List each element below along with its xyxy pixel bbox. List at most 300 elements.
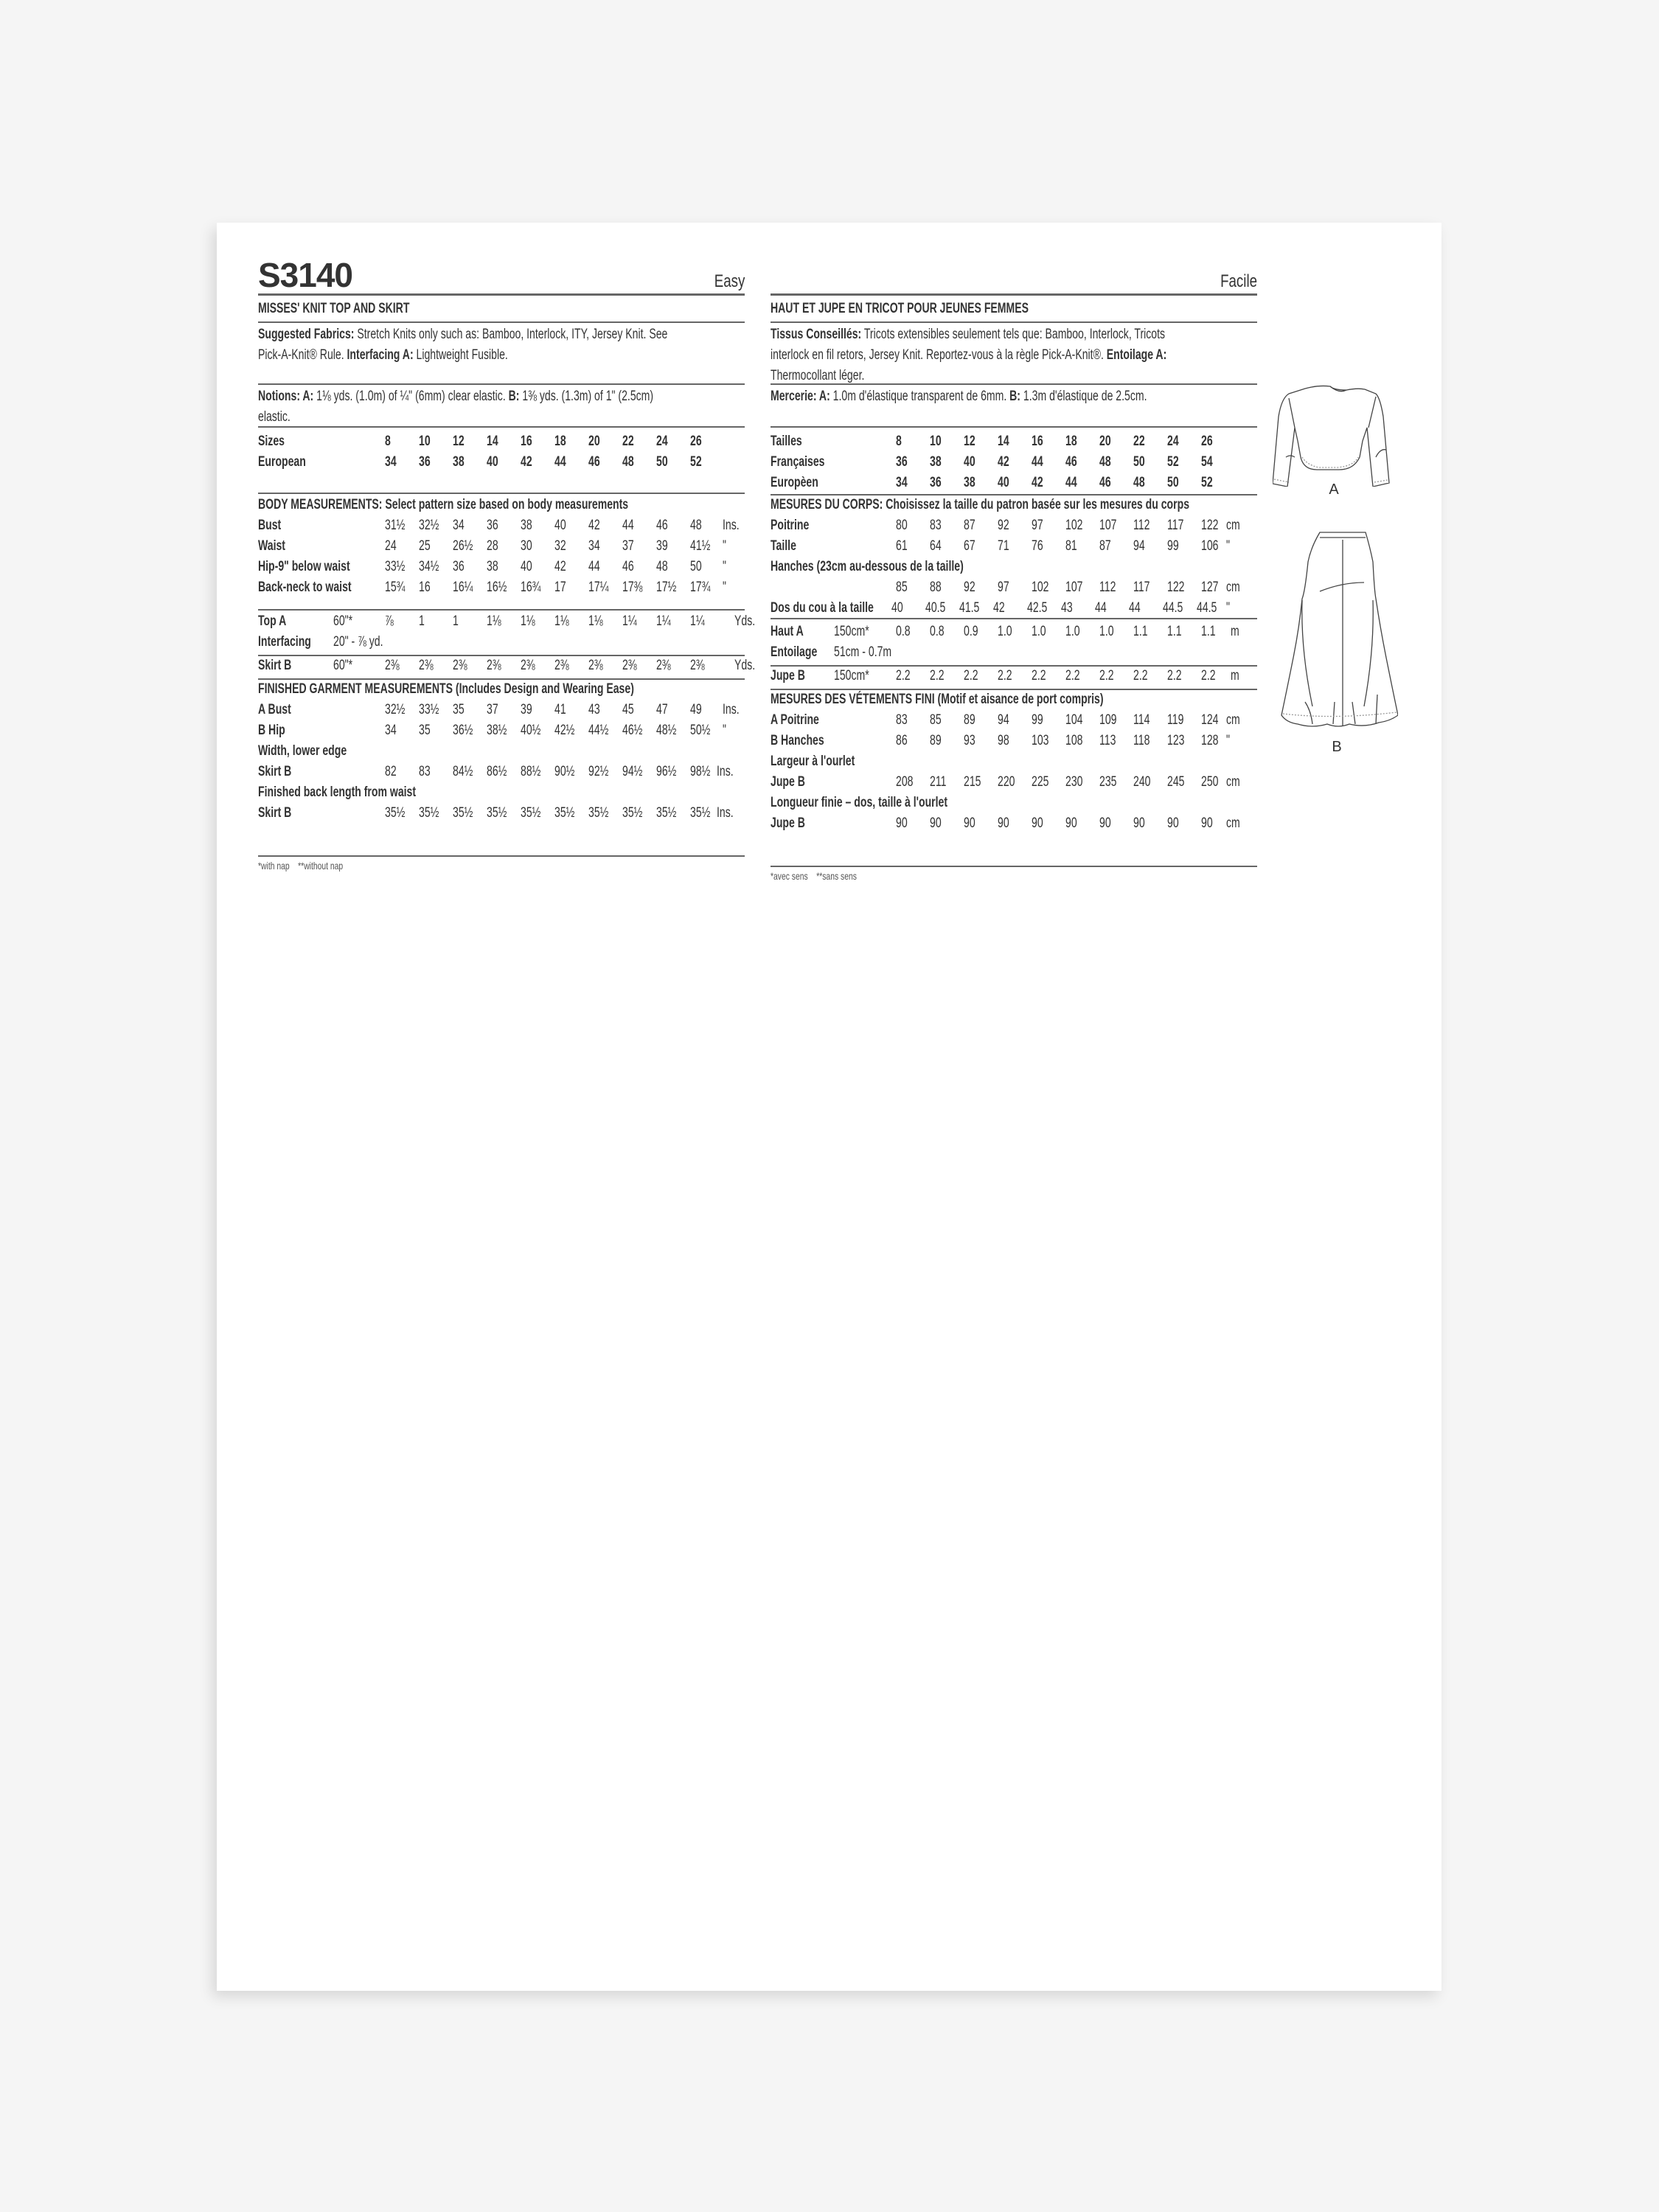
table-cell: 99 — [1032, 712, 1043, 728]
row-label: Europèen — [771, 475, 818, 490]
table-cell: 1¼ — [656, 613, 671, 629]
fabric-width: 150cm* — [834, 668, 869, 684]
table-cell: 12 — [964, 434, 975, 449]
table-cell: 36 — [453, 559, 465, 574]
table-cell: 42 — [554, 559, 566, 574]
table-cell: 83 — [419, 764, 431, 779]
table-cell: 40 — [521, 559, 532, 574]
table-cell: 17 — [554, 580, 566, 595]
row-label: Interfacing — [258, 634, 311, 650]
table-cell: 99 — [1167, 538, 1179, 554]
table-cell: 30 — [521, 538, 532, 554]
divider — [771, 665, 1257, 667]
table-cell: 40 — [487, 454, 498, 470]
table-cell: 44½ — [588, 723, 609, 738]
divider — [258, 609, 745, 611]
table-cell: 40 — [554, 518, 566, 533]
table-cell: 1⅛ — [554, 613, 569, 629]
table-cell: 102 — [1065, 518, 1083, 533]
table-cell: 44 — [588, 559, 600, 574]
table-cell: 26 — [690, 434, 702, 449]
table-cell: 17⅜ — [622, 580, 643, 595]
table-cell: 46 — [622, 559, 634, 574]
footnote: *with nap **without nap — [258, 860, 344, 872]
finished-hanches — [771, 733, 1257, 754]
table-cell: 90 — [1032, 815, 1043, 831]
row-label: Françaises — [771, 454, 825, 470]
table-cell: 2⅜ — [453, 658, 467, 673]
table-cell: 42 — [998, 454, 1009, 470]
table-cell: 16 — [1032, 434, 1043, 449]
table-cell: 245 — [1167, 774, 1185, 790]
table-cell: 36 — [930, 475, 942, 490]
row-label: European — [258, 454, 306, 470]
table-cell: 31½ — [385, 518, 406, 533]
table-cell: 76 — [1032, 538, 1043, 554]
unit-label: " — [723, 559, 726, 574]
table-cell: 44 — [1095, 600, 1107, 616]
hip-heading — [771, 559, 1257, 580]
row-label: Top A — [258, 613, 287, 629]
table-cell: 106 — [1201, 538, 1219, 554]
table-cell: 119 — [1167, 712, 1184, 728]
table-cell: 94 — [998, 712, 1009, 728]
table-cell: 37 — [487, 702, 498, 717]
row-label: Sizes — [258, 434, 285, 449]
table-cell: 250 — [1201, 774, 1219, 790]
table-cell: 50 — [1167, 475, 1179, 490]
table-cell: 1⅛ — [521, 613, 535, 629]
notions-fr: Mercerie: A: 1.0m d'élastique transparent de 6mm. B: 1.3m d'élastique de 2.5cm. — [771, 389, 1147, 404]
table-cell: 83 — [930, 518, 942, 533]
table-cell: 36 — [487, 518, 498, 533]
table-cell: 90 — [1133, 815, 1145, 831]
table-cell: 44.5 — [1163, 600, 1183, 616]
table-cell: 124 — [1201, 712, 1219, 728]
divider — [258, 426, 745, 428]
table-cell: 1.0 — [1099, 624, 1114, 639]
difficulty-label: Easy — [714, 271, 745, 291]
table-cell: 44 — [554, 454, 566, 470]
unit-label: m — [1231, 668, 1239, 684]
table-cell: 102 — [1032, 580, 1049, 595]
table-cell: 90 — [998, 815, 1009, 831]
table-cell: 32 — [554, 538, 566, 554]
table-cell: 117 — [1133, 580, 1150, 595]
yardage-entoilage — [771, 644, 1257, 665]
table-cell: 93 — [964, 733, 975, 748]
table-cell: 38 — [521, 518, 532, 533]
table-cell: 32½ — [419, 518, 439, 533]
table-cell: 2.2 — [964, 668, 978, 684]
table-cell: 24 — [1167, 434, 1179, 449]
table-cell: 46 — [588, 454, 600, 470]
unit-label: Yds. — [734, 658, 756, 673]
table-cell: 92 — [964, 580, 975, 595]
table-cell: ⅞ — [385, 613, 394, 629]
table-cell: 88½ — [521, 764, 541, 779]
table-cell: 48 — [1133, 475, 1145, 490]
table-cell: 118 — [1133, 733, 1150, 748]
europeen-row — [771, 475, 1257, 495]
length-heading — [771, 795, 1257, 815]
section-heading: MESURES DES VÉTEMENTS FINI (Motif et aisance de port compris) — [771, 692, 1104, 707]
table-cell: 42½ — [554, 723, 575, 738]
unit-label: cm — [1226, 712, 1240, 728]
row-label: Hanches (23cm au-dessous de la taille) — [771, 559, 964, 574]
table-cell: 1.1 — [1201, 624, 1216, 639]
row-label: B Hanches — [771, 733, 824, 748]
table-cell: 90 — [1167, 815, 1179, 831]
table-cell: 1.0 — [998, 624, 1012, 639]
row-label: Bust — [258, 518, 282, 533]
table-cell: 22 — [1133, 434, 1145, 449]
divider — [771, 689, 1257, 690]
table-cell: 50 — [690, 559, 702, 574]
table-cell: 17¾ — [690, 580, 711, 595]
table-cell: 2.2 — [1167, 668, 1182, 684]
suggested-fabrics: Suggested Fabrics: Stretch Knits only such as: Bamboo, Interlock, ITY, Jersey Knit. See Pick-A-Knit® Rule. Interfacing A: Lightweight Fusible. — [258, 327, 668, 363]
divider — [258, 493, 745, 494]
footnote-fr: *avec sens **sans sens — [771, 870, 857, 882]
table-cell: 48 — [1099, 454, 1111, 470]
table-cell: 14 — [487, 434, 498, 449]
table-cell: 8 — [896, 434, 902, 449]
table-cell: 35½ — [656, 805, 677, 821]
table-cell: 2⅜ — [690, 658, 705, 673]
table-cell: 112 — [1099, 580, 1116, 595]
table-cell: 10 — [930, 434, 942, 449]
table-cell: 18 — [1065, 434, 1077, 449]
divider — [258, 855, 745, 857]
yardage-interfacing — [258, 634, 745, 655]
table-cell: 1.0 — [1032, 624, 1046, 639]
table-cell: 35½ — [588, 805, 609, 821]
row-label: Dos du cou à la taille — [771, 600, 874, 616]
row-label: Skirt B — [258, 805, 292, 821]
table-cell: 230 — [1065, 774, 1083, 790]
table-cell: 39 — [656, 538, 668, 554]
table-cell: 2.2 — [1201, 668, 1216, 684]
table-cell: 38 — [964, 475, 975, 490]
table-cell: 1 — [419, 613, 425, 629]
row-value: 51cm - 0.7m — [834, 644, 892, 660]
view-b-label: B — [1332, 739, 1342, 755]
table-cell: 97 — [998, 580, 1009, 595]
finished-length-skirt-b — [258, 805, 745, 826]
unit-label: " — [1226, 733, 1230, 748]
table-cell: 2⅜ — [554, 658, 569, 673]
table-cell: 94 — [1133, 538, 1145, 554]
table-cell: 240 — [1133, 774, 1151, 790]
body-measurement-row — [771, 538, 1257, 559]
table-cell: 2⅜ — [385, 658, 400, 673]
table-cell: 2⅜ — [419, 658, 434, 673]
table-cell: 41 — [554, 702, 566, 717]
view-a-illustration — [1273, 376, 1395, 498]
row-label: A Poitrine — [771, 712, 819, 728]
table-cell: 220 — [998, 774, 1015, 790]
table-cell: 2.2 — [1099, 668, 1114, 684]
table-cell: 38½ — [487, 723, 507, 738]
table-cell: 96½ — [656, 764, 677, 779]
table-cell: 42 — [993, 600, 1005, 616]
table-cell: 48 — [622, 454, 634, 470]
table-cell: 67 — [964, 538, 975, 554]
table-cell: 84½ — [453, 764, 473, 779]
table-cell: 97 — [1032, 518, 1043, 533]
table-cell: 1⅛ — [588, 613, 603, 629]
body-measurement-row — [258, 580, 745, 600]
european-sizes-row — [258, 454, 745, 475]
table-cell: 107 — [1065, 580, 1083, 595]
table-cell: 1 — [453, 613, 459, 629]
pattern-envelope-back — [217, 223, 1441, 1991]
row-label: Waist — [258, 538, 285, 554]
table-cell: 46 — [1099, 475, 1111, 490]
unit-label: " — [723, 580, 726, 595]
table-cell: 47 — [656, 702, 668, 717]
table-cell: 33½ — [419, 702, 439, 717]
table-cell: 98 — [998, 733, 1009, 748]
divider — [258, 383, 745, 385]
table-cell: 34 — [385, 454, 397, 470]
row-label: Entoilage — [771, 644, 818, 660]
divider — [771, 426, 1257, 428]
table-cell: 113 — [1099, 733, 1116, 748]
width-heading — [258, 743, 745, 764]
table-cell: 42 — [1032, 475, 1043, 490]
difficulty-label-fr: Facile — [1220, 271, 1257, 291]
table-cell: 1.1 — [1133, 624, 1148, 639]
yardage-skirt-b — [258, 658, 756, 678]
table-cell: 35½ — [453, 805, 473, 821]
table-cell: 16¾ — [521, 580, 541, 595]
table-cell: 44 — [1129, 600, 1141, 616]
unit-label: Yds. — [734, 613, 756, 629]
divider — [258, 655, 745, 656]
table-cell: 86 — [896, 733, 908, 748]
sizes-row — [258, 434, 745, 454]
table-cell: 49 — [690, 702, 702, 717]
table-cell: 1¼ — [690, 613, 705, 629]
table-cell: 26½ — [453, 538, 473, 554]
table-cell: 54 — [1201, 454, 1213, 470]
title-row-fr — [771, 255, 1257, 296]
table-cell: 52 — [1167, 454, 1179, 470]
table-cell: 40 — [998, 475, 1009, 490]
unit-label: cm — [1226, 518, 1240, 533]
row-value: 20" - ⅞ yd. — [333, 634, 383, 650]
table-cell: 2⅜ — [487, 658, 501, 673]
table-cell: 2.2 — [1032, 668, 1046, 684]
table-cell: 26 — [1201, 434, 1213, 449]
table-cell: 50 — [656, 454, 668, 470]
table-cell: 8 — [385, 434, 391, 449]
width-heading — [771, 754, 1257, 774]
table-cell: 36 — [896, 454, 908, 470]
table-cell: 83 — [896, 712, 908, 728]
table-cell: 52 — [690, 454, 702, 470]
table-cell: 35 — [419, 723, 431, 738]
table-cell: 34 — [588, 538, 600, 554]
divider — [771, 321, 1257, 323]
view-a-label: A — [1329, 481, 1339, 498]
garment-title: MISSES' KNIT TOP AND SKIRT — [258, 301, 410, 316]
row-label: Skirt B — [258, 658, 292, 673]
table-cell: 48½ — [656, 723, 677, 738]
notions: Notions: A: 1⅛ yds. (1.0m) of ¼" (6mm) clear elastic. B: 1⅜ yds. (1.3m) of 1" (2.5cm) elastic. — [258, 389, 654, 425]
fabric-width: 60"* — [333, 613, 353, 629]
finished-width-skirt-b — [258, 764, 745, 785]
table-cell: 16 — [419, 580, 431, 595]
table-cell: 89 — [964, 712, 975, 728]
table-cell: 37 — [622, 538, 634, 554]
table-cell: 46 — [1065, 454, 1077, 470]
yardage-top-a — [258, 613, 756, 634]
suggested-fabrics-fr: Tissus Conseillés: Tricots extensibles seulement tels que: Bamboo, Interlock, Tricots interlock en fil retors, Jersey Knit. Reportez-vous à la règle Pick-A-Knit®. Entoilage A: Thermocollant léger. — [771, 327, 1167, 383]
table-cell: 10 — [419, 434, 431, 449]
table-cell: 211 — [930, 774, 947, 790]
unit-label: " — [1226, 600, 1230, 616]
unit-label: Ins. — [723, 702, 740, 717]
unit-label: " — [723, 538, 726, 554]
row-label: Haut A — [771, 624, 804, 639]
table-cell: 44.5 — [1197, 600, 1217, 616]
table-cell: 35½ — [554, 805, 575, 821]
table-cell: 80 — [896, 518, 908, 533]
table-cell: 92 — [998, 518, 1009, 533]
table-cell: 40.5 — [925, 600, 946, 616]
table-cell: 94½ — [622, 764, 643, 779]
table-cell: 103 — [1032, 733, 1049, 748]
body-measurement-row — [258, 518, 745, 538]
unit-label: Ins. — [717, 764, 734, 779]
finished-poitrine — [771, 712, 1257, 733]
table-cell: 16½ — [487, 580, 507, 595]
table-cell: 43 — [1061, 600, 1073, 616]
table-cell: 34½ — [419, 559, 439, 574]
table-cell: 2.2 — [896, 668, 911, 684]
table-cell: 2.2 — [1065, 668, 1080, 684]
table-cell: 18 — [554, 434, 566, 449]
table-cell: 128 — [1201, 733, 1219, 748]
table-cell: 46 — [656, 518, 668, 533]
table-cell: 22 — [622, 434, 634, 449]
length-heading — [258, 785, 745, 805]
table-cell: 42 — [588, 518, 600, 533]
row-label: Tailles — [771, 434, 802, 449]
table-cell: 90 — [964, 815, 975, 831]
table-cell: 35½ — [419, 805, 439, 821]
table-cell: 20 — [1099, 434, 1111, 449]
hip-row — [771, 580, 1257, 600]
table-cell: 117 — [1167, 518, 1184, 533]
body-measurement-row — [771, 518, 1257, 538]
table-cell: 16 — [521, 434, 532, 449]
table-cell: 90½ — [554, 764, 575, 779]
table-cell: 107 — [1099, 518, 1117, 533]
table-cell: 2⅜ — [588, 658, 603, 673]
table-cell: 17¼ — [588, 580, 609, 595]
row-label: Longueur finie – dos, taille à l'ourlet — [771, 795, 948, 810]
table-cell: 33½ — [385, 559, 406, 574]
table-cell: 81 — [1065, 538, 1077, 554]
table-cell: 38 — [487, 559, 498, 574]
table-cell: 17½ — [656, 580, 677, 595]
divider — [258, 678, 745, 680]
table-cell: 34 — [896, 475, 908, 490]
row-label: Jupe B — [771, 815, 805, 831]
table-cell: 86½ — [487, 764, 507, 779]
divider — [771, 383, 1257, 385]
table-cell: 61 — [896, 538, 908, 554]
table-cell: 24 — [656, 434, 668, 449]
unit-label: m — [1231, 624, 1239, 639]
table-cell: 39 — [521, 702, 532, 717]
table-cell: 1.0 — [1065, 624, 1080, 639]
table-cell: 89 — [930, 733, 942, 748]
finished-a-bust — [258, 702, 745, 723]
table-cell: 122 — [1167, 580, 1185, 595]
table-cell: 14 — [998, 434, 1009, 449]
table-cell: 44 — [1065, 475, 1077, 490]
table-cell: 90 — [1065, 815, 1077, 831]
table-cell: 92½ — [588, 764, 609, 779]
table-cell: 40 — [964, 454, 975, 470]
table-cell: 64 — [930, 538, 942, 554]
table-cell: 85 — [896, 580, 908, 595]
unit-label: cm — [1226, 774, 1240, 790]
table-cell: 34 — [385, 723, 397, 738]
title-row-en — [258, 255, 745, 296]
table-cell: 20 — [588, 434, 600, 449]
tailles-row — [771, 434, 1257, 454]
table-cell: 50½ — [690, 723, 711, 738]
table-cell: 87 — [1099, 538, 1111, 554]
row-label: Jupe B — [771, 668, 805, 684]
divider — [258, 321, 745, 323]
unit-label: Ins. — [723, 518, 740, 533]
unit-label: Ins. — [717, 805, 734, 821]
yardage-jupe-b — [771, 668, 1257, 689]
table-cell: 28 — [487, 538, 498, 554]
table-cell: 2.2 — [1133, 668, 1148, 684]
table-cell: 24 — [385, 538, 397, 554]
table-cell: 71 — [998, 538, 1009, 554]
table-cell: 85 — [930, 712, 942, 728]
finished-width-jupe-b — [771, 774, 1257, 795]
row-label: Largeur à l'ourlet — [771, 754, 855, 769]
table-cell: 2⅜ — [622, 658, 637, 673]
table-cell: 35½ — [622, 805, 643, 821]
table-cell: 36½ — [453, 723, 473, 738]
francaises-row — [771, 454, 1257, 475]
table-cell: 1⅛ — [487, 613, 501, 629]
divider — [771, 494, 1257, 495]
table-cell: 208 — [896, 774, 914, 790]
table-cell: 215 — [964, 774, 981, 790]
table-cell: 2⅜ — [521, 658, 535, 673]
table-cell: 123 — [1167, 733, 1185, 748]
table-cell: 12 — [453, 434, 465, 449]
table-cell: 0.8 — [896, 624, 911, 639]
yardage-haut-a — [771, 624, 1257, 644]
table-cell: 82 — [385, 764, 397, 779]
table-cell: 40½ — [521, 723, 541, 738]
table-cell: 46½ — [622, 723, 643, 738]
fabric-width: 150cm* — [834, 624, 869, 639]
